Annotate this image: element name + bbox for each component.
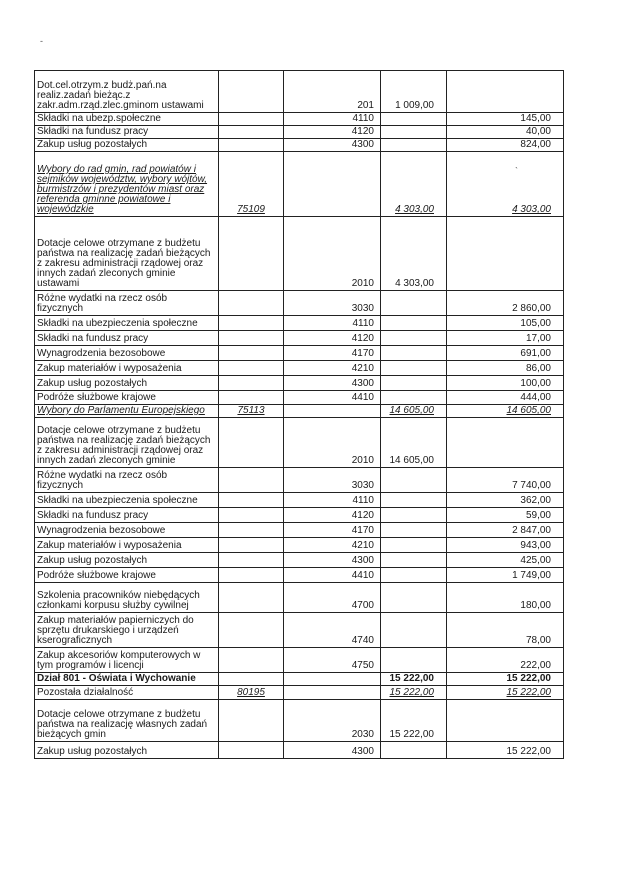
row-description: Składki na fundusz pracy — [35, 126, 219, 139]
table-row — [35, 139, 564, 152]
table-row — [35, 493, 564, 508]
row-chapter-code — [219, 700, 284, 742]
row-chapter-code — [219, 418, 284, 468]
row-description: Wynagrodzenia bezosobowe — [35, 523, 219, 538]
row-executed-amount: 105,00 — [447, 316, 564, 331]
row-executed-amount: 824,00 — [447, 139, 564, 152]
row-chapter-code: 75113 — [219, 405, 284, 418]
row-paragraph-code: 4120 — [284, 508, 381, 523]
table-row — [35, 568, 564, 583]
row-chapter-code — [219, 508, 284, 523]
row-executed-amount: 691,00 — [447, 346, 564, 361]
row-chapter-code — [219, 648, 284, 673]
row-chapter-code — [219, 493, 284, 508]
row-chapter-code — [219, 126, 284, 139]
row-paragraph-code: 4110 — [284, 316, 381, 331]
row-description: Dotacje celowe otrzymane z budżetu państwa na realizację zadań bieżących z zakresu administracji rządowej oraz innych zadań zleconych gminie ustawami — [35, 217, 219, 291]
table-row — [35, 700, 564, 742]
row-description: Zakup akcesoriów komputerowych w tym programów i licencji — [35, 648, 219, 673]
row-plan-amount — [381, 538, 447, 553]
row-executed-amount: 1 749,00 — [447, 568, 564, 583]
row-description: Różne wydatki na rzecz osób fizycznych — [35, 291, 219, 316]
table-row — [35, 613, 564, 648]
row-paragraph-code: 3030 — [284, 291, 381, 316]
table-row — [35, 113, 564, 126]
row-description: Dot.cel.otrzym.z budż.pań.na realiz.zadań bieżąc.z zakr.adm.rząd.zlec.gminom ustawami — [35, 71, 219, 113]
row-plan-amount — [381, 493, 447, 508]
row-executed-amount: 100,00 — [447, 376, 564, 391]
row-chapter-code — [219, 523, 284, 538]
row-plan-amount — [381, 291, 447, 316]
row-plan-amount: 4 303,00 — [381, 217, 447, 291]
row-paragraph-code: 4750 — [284, 648, 381, 673]
row-description: Składki na fundusz pracy — [35, 508, 219, 523]
row-paragraph-code: 4120 — [284, 331, 381, 346]
row-executed-amount: 15 222,00 — [447, 742, 564, 759]
table-row — [35, 361, 564, 376]
row-paragraph-code: 4300 — [284, 376, 381, 391]
table-row — [35, 291, 564, 316]
row-chapter-code — [219, 568, 284, 583]
row-executed-amount: 7 740,00 — [447, 468, 564, 493]
table-body — [35, 71, 564, 759]
table-row — [35, 468, 564, 493]
budget-table — [34, 70, 564, 759]
row-plan-amount: 4 303,00 — [381, 152, 447, 217]
margin-mark: - — [40, 36, 43, 46]
row-chapter-code — [219, 613, 284, 648]
row-executed-amount: 180,00 — [447, 583, 564, 613]
row-executed-amount: 2 847,00 — [447, 523, 564, 538]
row-plan-amount — [381, 613, 447, 648]
row-plan-amount — [381, 523, 447, 538]
row-paragraph-code: 2010 — [284, 418, 381, 468]
row-paragraph-code: 4410 — [284, 391, 381, 405]
row-executed-amount: 86,00 — [447, 361, 564, 376]
row-paragraph-code — [284, 405, 381, 418]
row-paragraph-code: 4210 — [284, 361, 381, 376]
row-executed-amount: 444,00 — [447, 391, 564, 405]
row-paragraph-code: 4300 — [284, 553, 381, 568]
row-description: Różne wydatki na rzecz osób fizycznych — [35, 468, 219, 493]
row-paragraph-code: 4170 — [284, 346, 381, 361]
row-description: Składki na fundusz pracy — [35, 331, 219, 346]
table-row — [35, 405, 564, 418]
row-executed-amount: 78,00 — [447, 613, 564, 648]
row-executed-amount: 943,00 — [447, 538, 564, 553]
row-executed-amount — [447, 700, 564, 742]
row-chapter-code — [219, 376, 284, 391]
row-description: Zakup usług pozostałych — [35, 139, 219, 152]
table-row — [35, 553, 564, 568]
row-chapter-code — [219, 553, 284, 568]
row-plan-amount: 14 605,00 — [381, 418, 447, 468]
row-plan-amount — [381, 139, 447, 152]
row-description: Podróże służbowe krajowe — [35, 391, 219, 405]
row-description: Zakup usług pozostałych — [35, 553, 219, 568]
row-executed-amount — [447, 217, 564, 291]
row-description: Wybory do Parlamentu Europejskiego — [35, 405, 219, 418]
row-plan-amount — [381, 648, 447, 673]
row-plan-amount — [381, 553, 447, 568]
table-row — [35, 331, 564, 346]
row-plan-amount — [381, 346, 447, 361]
row-plan-amount — [381, 316, 447, 331]
row-paragraph-code: 2010 — [284, 217, 381, 291]
row-chapter-code — [219, 742, 284, 759]
table-row — [35, 346, 564, 361]
row-paragraph-code: 4300 — [284, 742, 381, 759]
row-chapter-code — [219, 346, 284, 361]
row-description: Składki na ubezpieczenia społeczne — [35, 316, 219, 331]
row-executed-amount: 14 605,00 — [447, 405, 564, 418]
margin-tick: ` — [515, 166, 518, 176]
row-plan-amount: 1 009,00 — [381, 71, 447, 113]
row-executed-amount: 15 222,00 — [447, 686, 564, 700]
row-chapter-code — [219, 583, 284, 613]
row-paragraph-code — [284, 152, 381, 217]
table-row — [35, 686, 564, 700]
table-row — [35, 316, 564, 331]
row-paragraph-code: 4210 — [284, 538, 381, 553]
row-plan-amount: 15 222,00 — [381, 673, 447, 686]
row-description: Pozostała działalność — [35, 686, 219, 700]
row-executed-amount: 425,00 — [447, 553, 564, 568]
row-executed-amount: 362,00 — [447, 493, 564, 508]
table-row — [35, 126, 564, 139]
row-description: Podróże służbowe krajowe — [35, 568, 219, 583]
table-row — [35, 152, 564, 217]
row-description: Dotacje celowe otrzymane z budżetu państwa na realizację zadań bieżących z zakresu administracji rządowej oraz innych zadań zleconych gminie — [35, 418, 219, 468]
row-executed-amount: 17,00 — [447, 331, 564, 346]
row-chapter-code — [219, 468, 284, 493]
row-chapter-code — [219, 139, 284, 152]
row-plan-amount — [381, 468, 447, 493]
row-description: Zakup materiałów i wyposażenia — [35, 538, 219, 553]
row-paragraph-code: 2030 — [284, 700, 381, 742]
row-executed-amount: 145,00 — [447, 113, 564, 126]
row-description: Dział 801 - Oświata i Wychowanie — [35, 673, 219, 686]
table-row — [35, 648, 564, 673]
row-chapter-code — [219, 391, 284, 405]
row-plan-amount: 14 605,00 — [381, 405, 447, 418]
table-row — [35, 508, 564, 523]
table-row — [35, 391, 564, 405]
row-chapter-code: 80195 — [219, 686, 284, 700]
row-paragraph-code — [284, 686, 381, 700]
row-executed-amount: 40,00 — [447, 126, 564, 139]
row-plan-amount — [381, 331, 447, 346]
row-plan-amount — [381, 742, 447, 759]
table-row — [35, 523, 564, 538]
row-plan-amount — [381, 361, 447, 376]
row-chapter-code — [219, 316, 284, 331]
table-row — [35, 376, 564, 391]
table-row — [35, 742, 564, 759]
row-chapter-code: 75109 — [219, 152, 284, 217]
row-paragraph-code: 4120 — [284, 126, 381, 139]
row-paragraph-code: 4110 — [284, 113, 381, 126]
row-chapter-code — [219, 71, 284, 113]
row-chapter-code — [219, 217, 284, 291]
row-executed-amount: 59,00 — [447, 508, 564, 523]
row-executed-amount: 4 303,00 — [447, 152, 564, 217]
row-chapter-code — [219, 361, 284, 376]
row-chapter-code — [219, 113, 284, 126]
row-executed-amount — [447, 71, 564, 113]
row-description: Składki na ubezpieczenia społeczne — [35, 493, 219, 508]
row-plan-amount — [381, 113, 447, 126]
table-row — [35, 673, 564, 686]
row-paragraph-code: 201 — [284, 71, 381, 113]
row-description: Zakup usług pozostałych — [35, 742, 219, 759]
row-plan-amount — [381, 391, 447, 405]
row-paragraph-code — [284, 673, 381, 686]
row-description: Wybory do rad gmin, rad powiatów i sejmików województw, wybory wójtów, burmistrzów i prezydentów miast oraz referenda gminne powiatowe i wojewódzkie — [35, 152, 219, 217]
row-paragraph-code: 4410 — [284, 568, 381, 583]
row-plan-amount — [381, 126, 447, 139]
row-description: Dotacje celowe otrzymane z budżetu państwa na realizację własnych zadań bieżących gmin — [35, 700, 219, 742]
row-plan-amount: 15 222,00 — [381, 686, 447, 700]
table-row — [35, 583, 564, 613]
row-description: Szkolenia pracowników niebędących członkami korpusu służby cywilnej — [35, 583, 219, 613]
row-paragraph-code: 3030 — [284, 468, 381, 493]
row-chapter-code — [219, 538, 284, 553]
row-plan-amount: 15 222,00 — [381, 700, 447, 742]
row-paragraph-code: 4110 — [284, 493, 381, 508]
row-chapter-code — [219, 331, 284, 346]
row-plan-amount — [381, 583, 447, 613]
row-paragraph-code: 4170 — [284, 523, 381, 538]
row-plan-amount — [381, 568, 447, 583]
row-paragraph-code: 4300 — [284, 139, 381, 152]
row-paragraph-code: 4700 — [284, 583, 381, 613]
table-row — [35, 217, 564, 291]
table-row — [35, 538, 564, 553]
row-plan-amount — [381, 376, 447, 391]
row-chapter-code — [219, 673, 284, 686]
row-executed-amount: 2 860,00 — [447, 291, 564, 316]
row-chapter-code — [219, 291, 284, 316]
row-description: Składki na ubezp.społeczne — [35, 113, 219, 126]
row-description: Wynagrodzenia bezosobowe — [35, 346, 219, 361]
row-executed-amount: 222,00 — [447, 648, 564, 673]
table-row — [35, 418, 564, 468]
row-plan-amount — [381, 508, 447, 523]
row-description: Zakup materiałów papierniczych do sprzętu drukarskiego i urządzeń kserograficznych — [35, 613, 219, 648]
row-executed-amount — [447, 418, 564, 468]
row-executed-amount: 15 222,00 — [447, 673, 564, 686]
row-paragraph-code: 4740 — [284, 613, 381, 648]
table-row — [35, 71, 564, 113]
row-description: Zakup usług pozostałych — [35, 376, 219, 391]
row-description: Zakup materiałów i wyposażenia — [35, 361, 219, 376]
